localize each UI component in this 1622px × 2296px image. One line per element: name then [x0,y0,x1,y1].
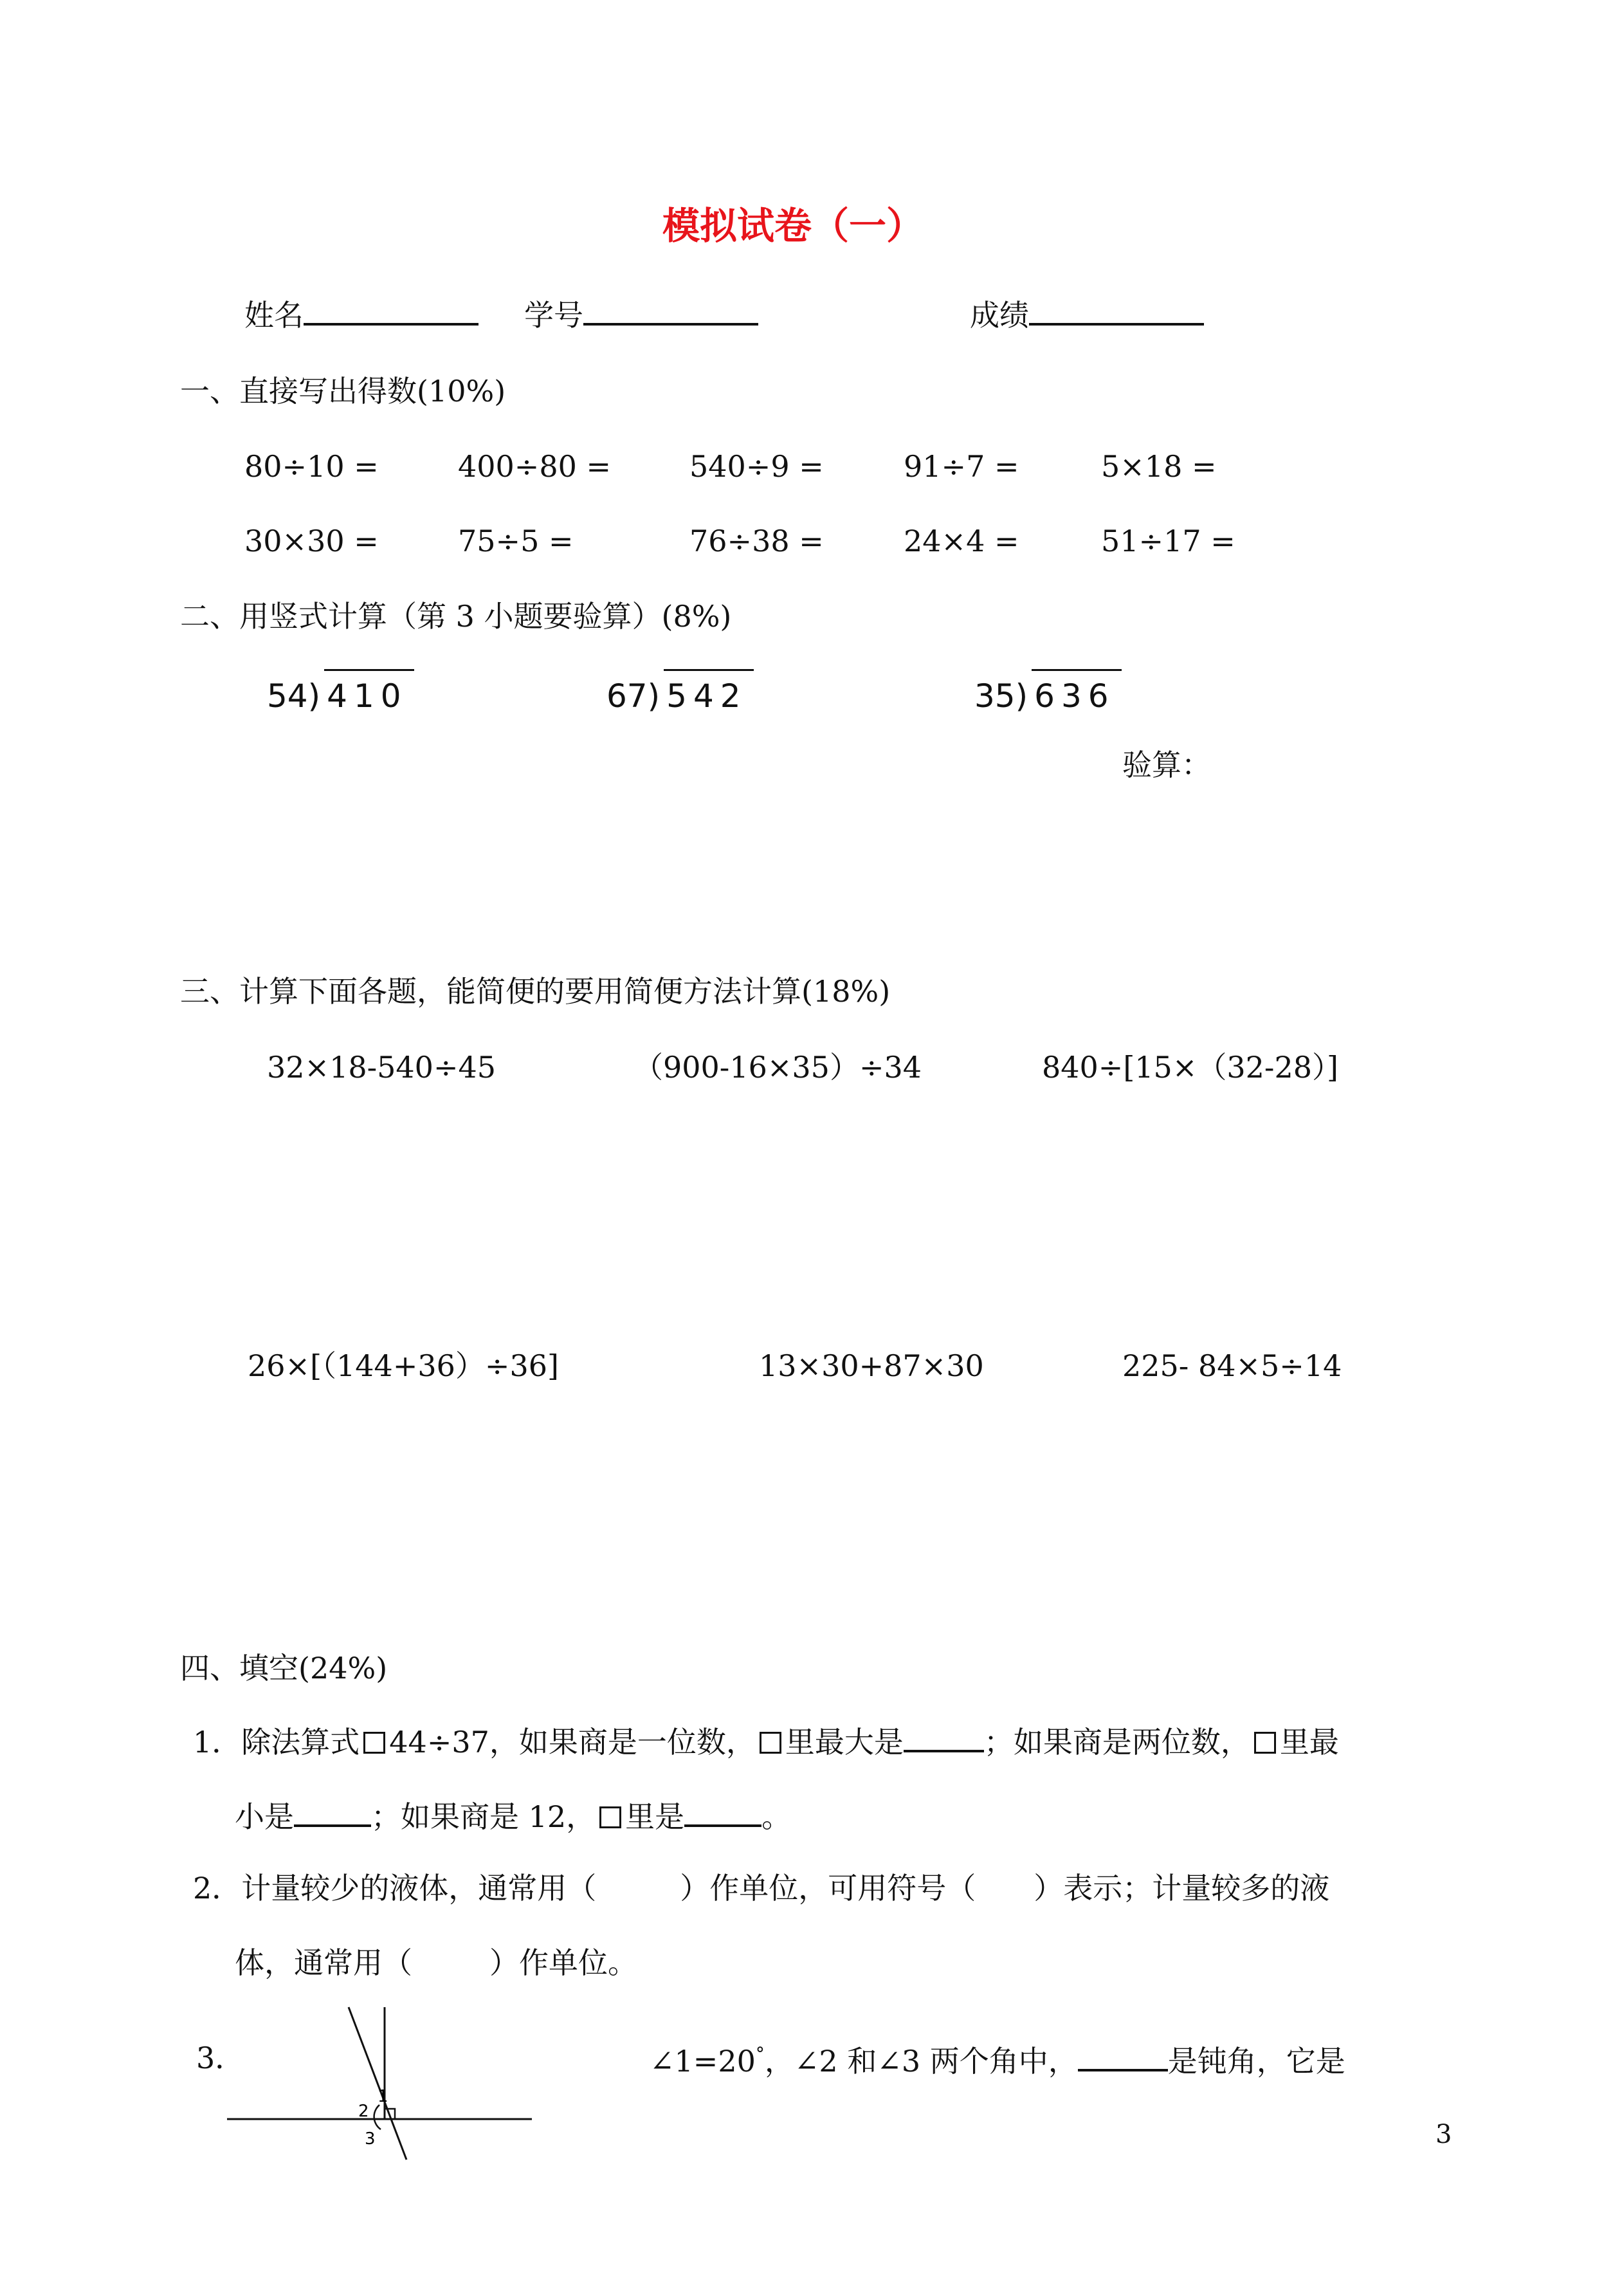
section-4-heading: 四、填空(24%) [180,1651,388,1685]
s1-item: 540÷9 = [689,449,824,484]
divisor: 67 [606,677,648,715]
q1-text: ；如果商是两位数， [983,1725,1250,1759]
s1-item: 51÷17 = [1101,524,1235,558]
name-label: 姓名 [244,298,304,333]
long-division-3 [974,669,1122,715]
division-bracket: ) [647,677,661,715]
q2-text: ）作单位。 [489,1945,637,1980]
student-number-field [524,297,758,333]
divisor: 54 [267,677,308,715]
division-bracket: ) [307,677,321,715]
angle-label-1: 1 [378,2087,388,2106]
q1-text: 。 [761,1799,792,1834]
s1-item: 30×30 = [244,524,379,558]
q3-text: ，∠2 和∠3 两个角中， [764,2044,1078,2079]
question-2-line-1 [193,1871,1330,1906]
q1-text: 除法算式 [241,1725,360,1759]
dividend: 636 [1032,669,1121,712]
q3-text: ∠1=20 [650,2044,756,2079]
q2-text: ）表示；计量较多的液 [1034,1871,1330,1906]
s3-expression: 840÷[15×（32-28）] [1042,1050,1338,1085]
name-blank[interactable] [304,297,478,326]
box-placeholder [363,1732,385,1754]
long-division-1 [267,669,414,715]
answer-blank[interactable] [1078,2043,1168,2071]
s1-item: 75÷5 = [458,524,574,558]
s1-item: 91÷7 = [904,449,1019,484]
score-field [970,297,1204,333]
question-number: 2． [193,1871,242,1906]
q3-text: 是钝角，它是 [1167,2044,1345,2079]
question-2-line-2 [235,1945,637,1980]
angle-label-3: 3 [365,2129,376,2149]
answer-blank[interactable] [294,1799,371,1827]
s3-expression: 225- 84×5÷14 [1122,1348,1342,1383]
s3-expression: 32×18-540÷45 [267,1050,497,1085]
s3-expression: 26×[（144+36）÷36] [248,1348,559,1383]
box-placeholder [1254,1732,1276,1754]
box-placeholder [599,1806,621,1828]
s3-expression: 13×30+87×30 [759,1348,984,1383]
q2-text: 体，通常用（ [235,1945,412,1980]
slanted-line [349,2007,406,2160]
degree-sign: ° [755,2043,765,2064]
answer-blank[interactable] [684,1799,761,1827]
q1-text: 里最 [1279,1725,1339,1759]
s1-item: 400÷80 = [458,449,612,484]
question-1-line-2 [235,1799,791,1832]
section-3-heading: 三、计算下面各题，能简便的要用简便方法计算(18%) [180,974,891,1009]
question-3-line-1 [650,2043,1345,2079]
division-bracket: ) [1015,677,1028,715]
section-1-heading: 一、直接写出得数(10%) [180,374,506,409]
angle-arc [374,2105,381,2129]
s1-item: 24×4 = [904,524,1019,558]
q2-text: ）作单位，可用符号（ [680,1871,976,1906]
q1-text: 44÷37，如果商是一位数， [389,1725,756,1759]
score-blank[interactable] [1029,297,1204,326]
q1-text: ；如果商是 12， [371,1799,596,1834]
divisor: 35 [974,677,1016,715]
q1-text: 里最大是 [785,1725,904,1759]
question-number: 1． [193,1725,242,1759]
score-label: 成绩 [970,298,1029,333]
box-placeholder [760,1732,781,1754]
s1-item: 80÷10 = [244,449,379,484]
section-2-heading: 二、用竖式计算（第 3 小题要验算）(8%) [180,599,732,634]
q2-text: 计量较少的液体，通常用（ [241,1871,597,1906]
check-label: 验算： [1122,748,1211,782]
answer-blank[interactable] [904,1724,984,1752]
s1-item: 76÷38 = [689,524,824,558]
name-field [244,297,478,333]
dividend: 542 [664,669,753,712]
question-1-line-1 [193,1724,1339,1757]
student-number-blank[interactable] [583,297,758,326]
long-division-2 [606,669,754,715]
angle-label-2: 2 [358,2102,369,2121]
dividend: 410 [324,669,414,712]
q1-text: 里是 [625,1799,685,1834]
s3-expression: （900-16×35）÷34 [633,1050,922,1085]
question-number: 3． [196,2041,245,2075]
angle-diagram [222,1998,543,2165]
page-number: 3 [1435,2120,1452,2149]
page-title: 模拟试卷（一） [662,204,924,248]
student-number-label: 学号 [524,298,583,333]
q1-text: 小是 [235,1799,294,1834]
s1-item: 5×18 = [1101,449,1217,484]
